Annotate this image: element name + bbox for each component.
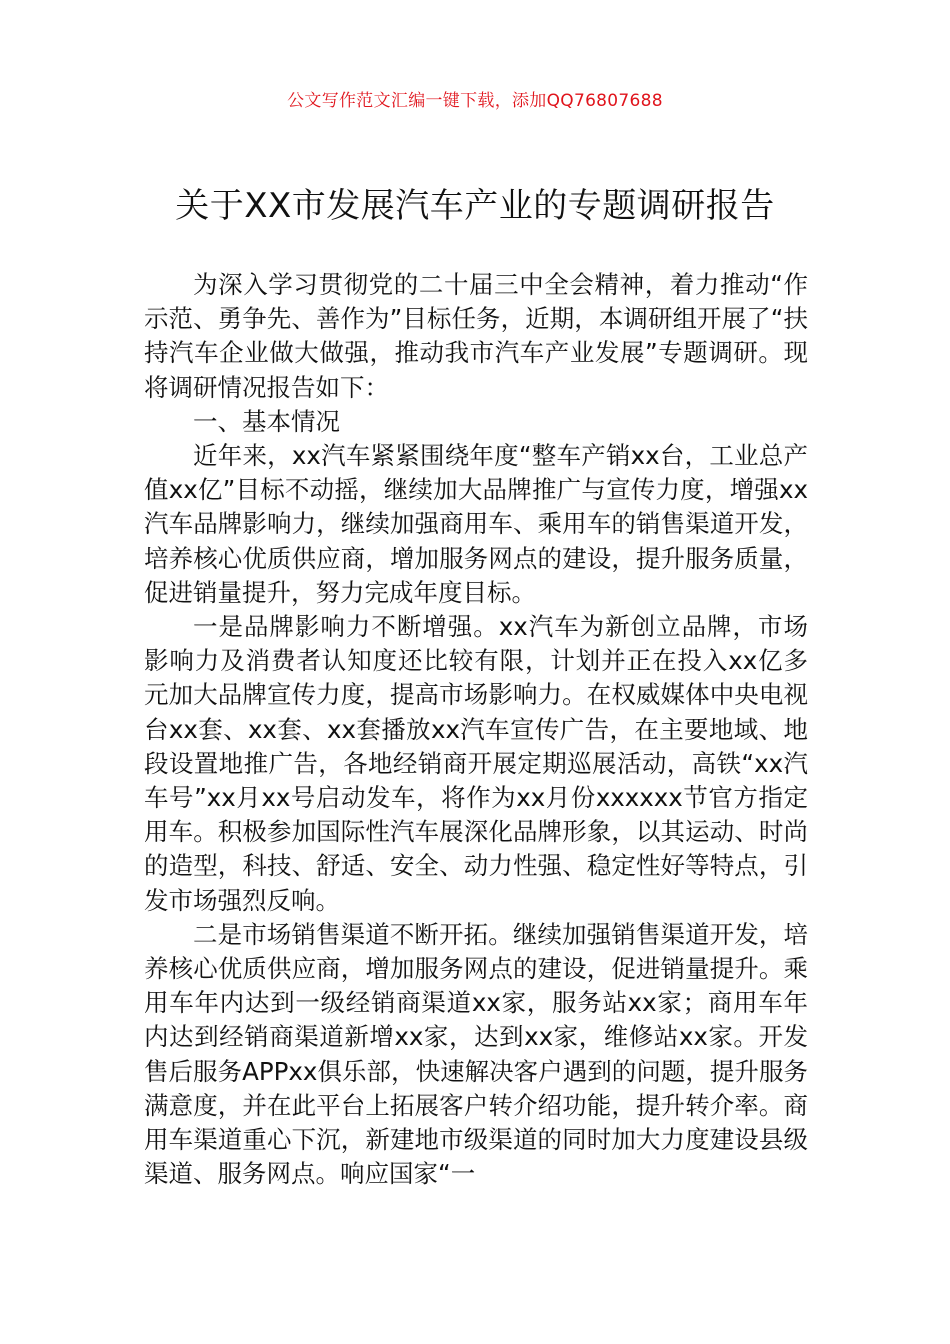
document-body xyxy=(144,268,808,1191)
document-title: 关于XX市发展汽车产业的专题调研报告 xyxy=(175,186,775,226)
paragraph-overview: 近年来，xx汽车紧紧围绕年度“整车产销xx台，工业总产值xx亿”目标不动摇，继续加大品牌推广与宣传力度，增强xx汽车品牌影响力，继续加强商用车、乘用车的销售渠道开发，培养核心优质供应商，增加服务网点的建设，提升服务质量，促进销量提升，努力完成年度目标。 xyxy=(144,441,808,607)
paragraph-brand-influence: 一是品牌影响力不断增强。xx汽车为新创立品牌，市场影响力及消费者认知度还比较有限，计划并正在投入xx亿多元加大品牌宣传力度，提高市场影响力。在权威媒体中央电视台xx套、xx套、xx套播放xx汽车宣传广告，在主要地域、地段设置地推广告，各地经销商开展定期巡展活动，高铁“xx汽车号”xx月xx号启动发车，将作为xx月份xxxxxx节官方指定用车。积极参加国际性汽车展深化品牌形象，以其运动、时尚的造型，科技、舒适、安全、动力性强、稳定性好等特点，引发市场强烈反响。 xyxy=(144,612,808,915)
intro-paragraph: 为深入学习贯彻党的二十届三中全会精神，着力推动“作示范、勇争先、善作为”目标任务，近期，本调研组开展了“扶持汽车企业做大做强，推动我市汽车产业发展”专题调研。现将调研情况报告如下： xyxy=(144,270,808,402)
paragraph-sales-channels: 二是市场销售渠道不断开拓。继续加强销售渠道开发，培养核心优质供应商，增加服务网点的建设，促进销量提升。乘用车年内达到一级经销商渠道xx家，服务站xx家；商用车年内达到经销商渠道新增xx家，达到xx家，维修站xx家。开发售后服务APPxx俱乐部，快速解决客户遇到的问题，提升服务满意度，并在此平台上拓展客户转介绍功能，提升转介率。商用车渠道重心下沉，新建地市级渠道的同时加大力度建设县级渠道、服务网点。响应国家“一 xyxy=(144,919,808,1189)
watermark-banner: 公文写作范文汇编一键下载，添加QQ76807688 xyxy=(287,91,663,111)
section-heading-basic-situation: 一、基本情况 xyxy=(193,406,340,436)
